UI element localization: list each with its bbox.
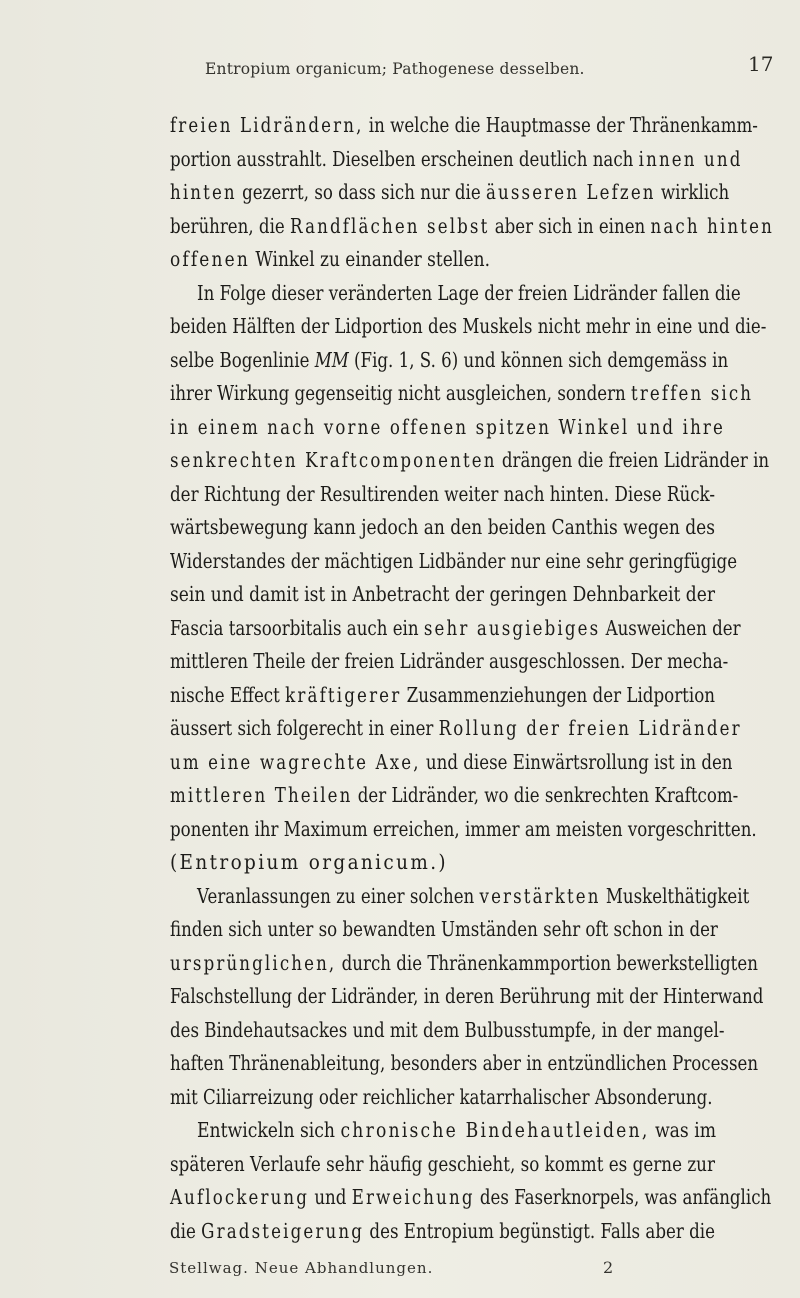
text-run: nische Effect [170, 682, 286, 707]
spaced-emphasis: chronische Bindehautleiden, [340, 1118, 650, 1142]
text-line [170, 981, 763, 1011]
text-line [170, 814, 757, 844]
text-run: in welche die Hauptmasse der Thränenkamm- [363, 113, 758, 137]
text-line [170, 110, 758, 140]
text-run: selbe Bogenlinie [170, 347, 315, 372]
spaced-emphasis: ursprünglichen, [170, 950, 337, 975]
text-run: die [170, 1218, 202, 1243]
spaced-emphasis: hinten [170, 180, 237, 204]
text-run: mit Ciliarreizung oder reichlicher katarrhalischer Absonderung. [170, 1084, 713, 1109]
text-run: wärtsbewegung kann jedoch an den beiden Canthis wegen des [170, 515, 716, 539]
text-line [170, 1216, 715, 1246]
text-line [170, 479, 715, 509]
text-line [170, 948, 758, 978]
text-run: sein und damit ist in Anbetracht der geringen Dehnbarkeit der [170, 582, 715, 606]
text-run: des Entropium begünstigt. Falls aber die [364, 1218, 716, 1243]
text-line [170, 512, 715, 542]
spaced-emphasis: Erweichung [351, 1185, 475, 1209]
text-run: beiden Hälften der Lidportion des Muskels nicht mehr in eine und die- [170, 314, 767, 338]
italic-label: MM [314, 347, 349, 372]
spaced-emphasis: freien Lidrändern, [170, 113, 364, 137]
text-run: äussert sich folgerecht in einer [170, 716, 439, 740]
text-run: In Folge dieser veränderten Lage der freien Lidränder fallen die [197, 280, 741, 305]
spaced-emphasis: (Entropium organicum.) [170, 850, 448, 874]
text-line [170, 345, 728, 375]
text-run: haften Thränenableitung, besonders aber in entzündlichen Processen [170, 1051, 759, 1075]
text-line [170, 445, 769, 475]
footer-signature: Stellwag. Neue Abhandlungen. [169, 1259, 434, 1277]
text-run: wirklich [655, 180, 730, 204]
text-line [197, 881, 749, 911]
text-run: der Lidränder, wo die senkrechten Kraftcom- [352, 783, 739, 807]
spaced-emphasis: sehr ausgiebiges [423, 615, 601, 640]
text-line [170, 378, 753, 408]
spaced-emphasis: treffen sich [631, 381, 754, 405]
text-run: mittleren Theile der freien Lidränder ausgeschlossen. Der mecha- [170, 649, 729, 673]
text-run: drängen die freien Lidränder in [496, 448, 770, 472]
text-run: Muskelthätigkeit [600, 883, 750, 908]
text-run: des Faserknorpels, was anfänglich [474, 1185, 772, 1209]
spaced-emphasis: Gradsteigerung [201, 1218, 365, 1243]
text-run: Fascia tarsoorbitalis auch ein [170, 615, 424, 640]
spaced-emphasis: Randflächen selbst [290, 213, 490, 238]
text-line [170, 1048, 758, 1078]
text-run: des Bindehautsackes und mit dem Bulbusstumpfe, in der mangel- [170, 1017, 725, 1042]
text-line [170, 177, 729, 207]
text-line [170, 847, 448, 877]
text-run: und diese Einwärtsrollung ist in den [420, 749, 733, 774]
running-head: Entropium organicum; Pathogenese desselben. [205, 60, 585, 78]
text-line [170, 244, 490, 274]
text-run: ihrer Wirkung gegenseitig nicht ausgleichen, sondern [170, 381, 632, 405]
text-run: Ausweichen der [600, 615, 741, 640]
text-run: und [309, 1185, 352, 1209]
text-line [170, 747, 733, 777]
text-run: berühren, die [170, 213, 291, 238]
spaced-emphasis: verstärkten [479, 883, 601, 908]
text-run: (Fig. 1, S. 6) und können sich demgemäss in [348, 347, 729, 372]
text-line [170, 1149, 715, 1179]
text-run: portion ausstrahlt. Dieselben erscheinen deutlich nach [170, 146, 639, 171]
text-line [170, 211, 774, 241]
spaced-emphasis: Auflockerung [170, 1185, 310, 1209]
text-line [197, 1115, 716, 1145]
text-line [197, 278, 741, 308]
spaced-emphasis: äusseren Lefzen [485, 180, 656, 204]
text-line [170, 613, 741, 643]
spaced-emphasis: senkrechten Kraftcomponenten [170, 448, 497, 472]
text-line [170, 680, 715, 710]
text-run: was im [649, 1118, 717, 1142]
text-run: späteren Verlaufe sehr häufig geschieht, so kommt es gerne zur [170, 1151, 715, 1176]
text-run: Falschstellung der Lidränder, in deren Berührung mit der Hinterwand [170, 984, 764, 1008]
text-line [170, 1082, 713, 1112]
text-run: Zusammenziehungen der Lidportion [401, 682, 716, 707]
text-line [170, 780, 738, 810]
footer-sheet-number: 2 [603, 1258, 614, 1277]
text-line [170, 914, 718, 944]
spaced-emphasis: um eine wagrechte Axe, [170, 749, 421, 774]
text-line [170, 144, 743, 174]
text-run: Veranlassungen zu einer solchen [197, 883, 480, 908]
text-line [170, 412, 725, 442]
spaced-emphasis: innen und [638, 146, 743, 171]
spaced-emphasis: Rollung der freien Lidränder [438, 716, 742, 740]
spaced-emphasis: mittleren Theilen [170, 783, 353, 807]
text-line [170, 311, 766, 341]
text-run: durch die Thränenkammportion bewerkstelligten [336, 950, 758, 975]
text-run: der Richtung der Resultirenden weiter nach hinten. Diese Rück- [170, 481, 716, 506]
text-line [170, 646, 728, 676]
text-line [170, 713, 742, 743]
text-run: finden sich unter so bewandten Umständen sehr oft schon in der [170, 917, 718, 941]
spaced-emphasis: in einem nach vorne offenen spitzen Winkel und ihre [170, 414, 725, 439]
text-line [170, 579, 715, 609]
text-run: Widerstandes der mächtigen Lidbänder nur eine sehr geringfügige [170, 548, 738, 573]
text-run: gezerrt, so dass sich nur die [236, 180, 486, 204]
spaced-emphasis: kräftigerer [285, 682, 402, 707]
text-line [170, 546, 737, 576]
spaced-emphasis: nach hinten [650, 213, 774, 238]
text-line [170, 1015, 724, 1045]
text-run: Entwickeln sich [197, 1118, 341, 1142]
text-run: Winkel zu einander stellen. [249, 247, 490, 271]
page-number: 17 [748, 52, 774, 76]
text-run: aber sich in einen [489, 213, 651, 238]
spaced-emphasis: offenen [170, 247, 250, 271]
text-line [170, 1182, 771, 1212]
text-run: ponenten ihr Maximum erreichen, immer am meisten vorgeschritten. [170, 816, 757, 841]
